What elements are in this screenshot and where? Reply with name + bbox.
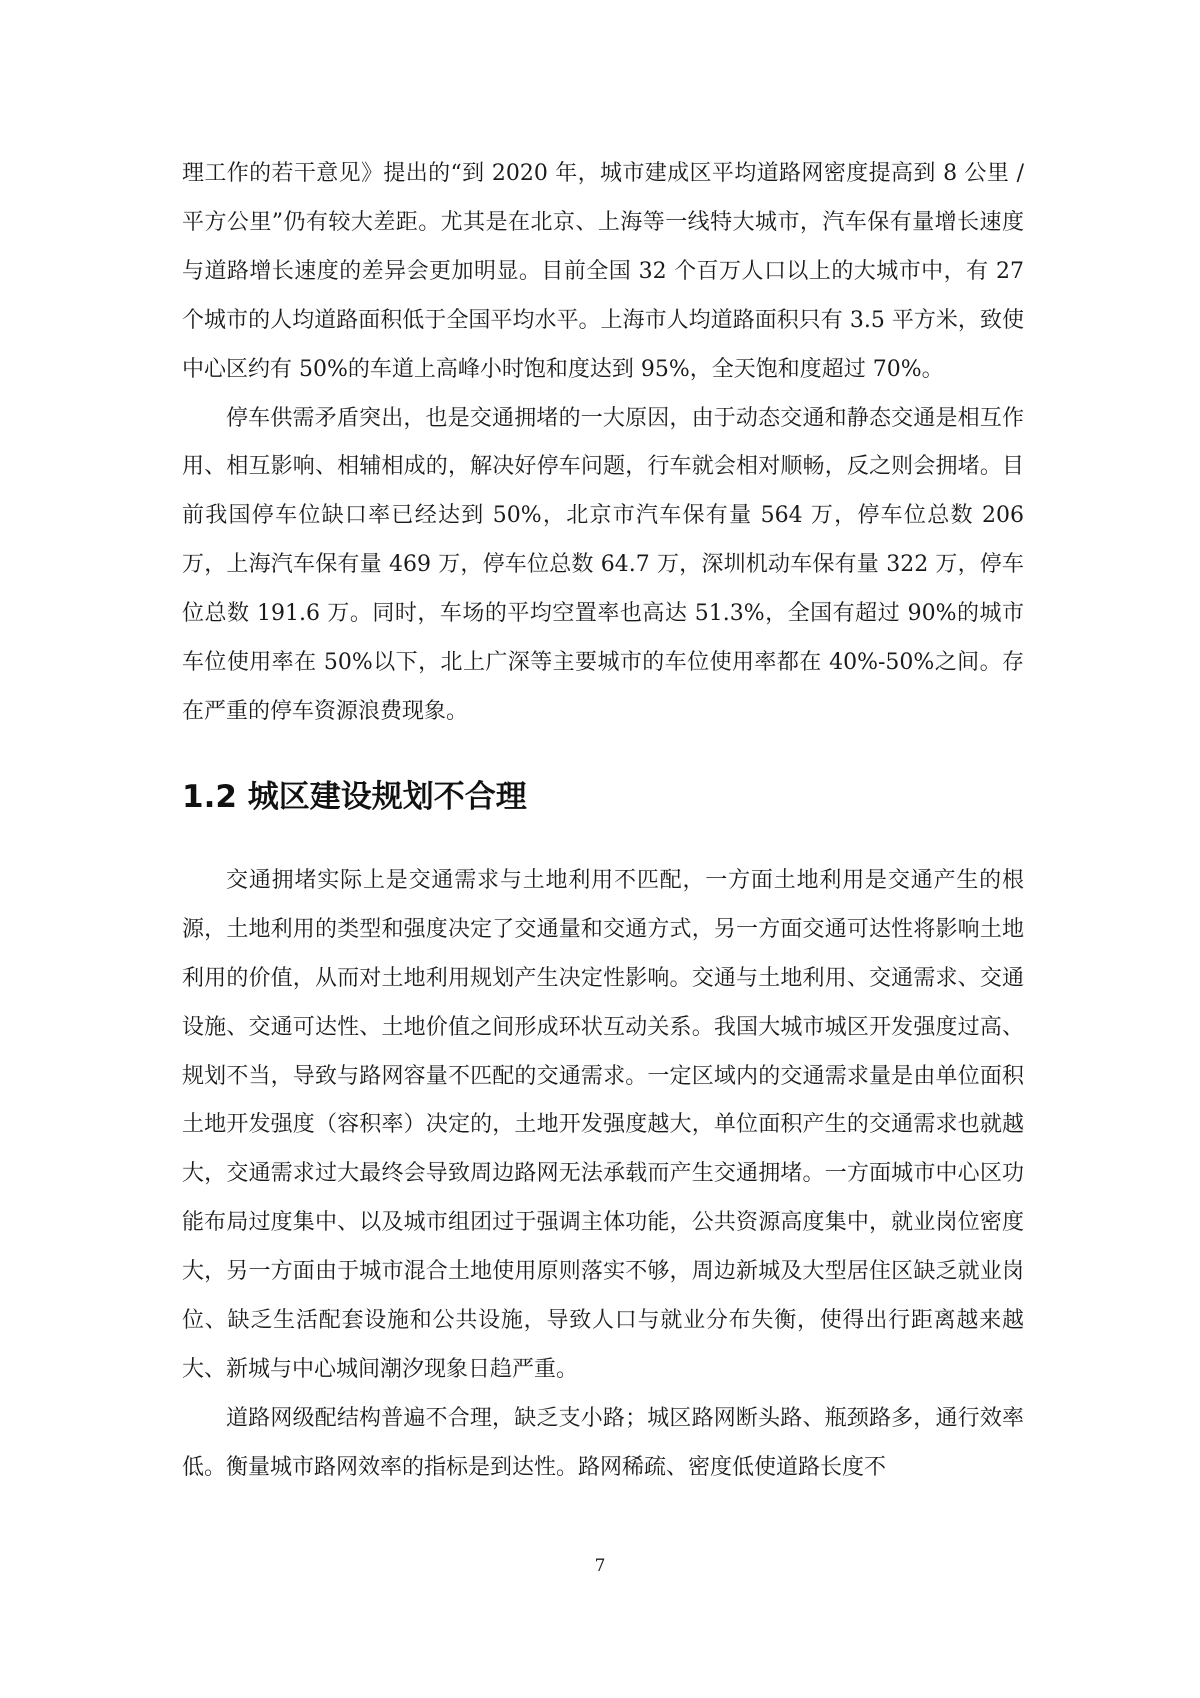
section-heading: 1.2 城区建设规划不合理 [182,778,527,815]
page-number: 7 [594,1556,606,1576]
paragraph-road-network: 道路网级配结构普遍不合理，缺乏支小路；城区路网断头路、瓶颈路多，通行效率低。衡量城市路网效率的指标是到达性。路网稀疏、密度低使道路长度不 [182,1405,1024,1480]
paragraph-continued: 理工作的若干意见》提出的“到 2020 年，城市建成区平均道路网密度提高到 8 公里 / 平方公里”仍有较大差距。尤其是在北京、上海等一线特大城市，汽车保有量增长速度与道路增长速度的差异会更加明显。目前全国 32 个百万人口以上的大城市中，有 27 个城市的人均道路面积低于全国平均水平。上海市人均道路面积只有 3.5 平方米，致使中心区约有 50%的车道上高峰小时饱和度达到 95%，全天饱和度超过 70%。 [182,161,1024,382]
page-content [182,150,1024,1493]
paragraph-land-use: 交通拥堵实际上是交通需求与土地利用不匹配，一方面土地利用是交通产生的根源，土地利用的类型和强度决定了交通量和交通方式，另一方面交通可达性将影响土地利用的价值，从而对土地利用规划产生决定性影响。交通与土地利用、交通需求、交通设施、交通可达性、土地价值之间形成环状互动关系。我国大城市城区开发强度过高、规划不当，导致与路网容量不匹配的交通需求。一定区域内的交通需求量是由单位面积土地开发强度（容积率）决定的，土地开发强度越大，单位面积产生的交通需求也就越大，交通需求过大最终会导致周边路网无法承载而产生交通拥堵。一方面城市中心区功能布局过度集中、以及城市组团过于强调主体功能，公共资源高度集中，就业岗位密度大，另一方面由于城市混合土地使用原则落实不够，周边新城及大型居住区缺乏就业岗位、缺乏生活配套设施和公共设施，导致人口与就业分布失衡，使得出行距离越来越大、新城与中心城间潮汐现象日趋严重。 [182,867,1024,1382]
paragraph-parking: 停车供需矛盾突出，也是交通拥堵的一大原因，由于动态交通和静态交通是相互作用、相互影响、相辅相成的，解决好停车问题，行车就会相对顺畅，反之则会拥堵。目前我国停车位缺口率已经达到 50%，北京市汽车保有量 564 万，停车位总数 206 万，上海汽车保有量 469 万，停车位总数 64.7 万，深圳机动车保有量 322 万，停车位总数 191.6 万。同时，车场的平均空置率也高达 51.3%，全国有超过 90%的城市车位使用率在 50%以下，北上广深等主要城市的车位使用率都在 40%-50%之间。存在严重的停车资源浪费现象。 [182,405,1024,724]
